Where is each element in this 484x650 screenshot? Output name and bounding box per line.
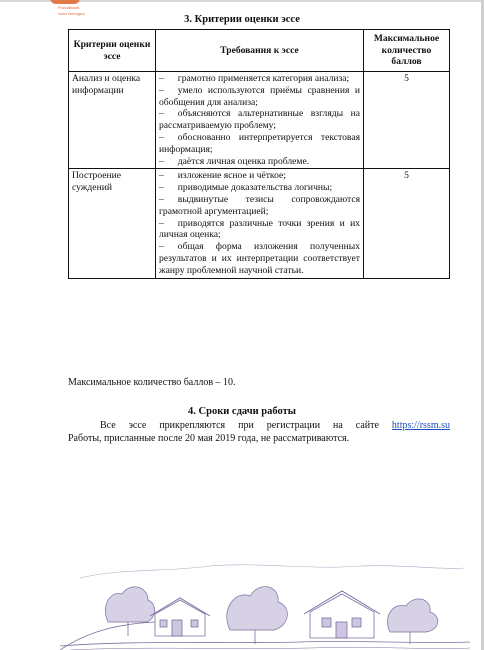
header-criteria: Критерии оценки эссе — [69, 30, 156, 72]
requirements-cell — [156, 72, 364, 169]
section-3-title: 3. Критерии оценки эссе — [184, 14, 300, 25]
table-row — [69, 169, 450, 278]
max-score-cell: 5 — [364, 169, 450, 278]
village-sketch-illustration — [60, 560, 470, 650]
header-max-score: Максимальное количество баллов — [364, 30, 450, 72]
section-4-title: 4. Сроки сдачи работы — [188, 406, 296, 417]
requirements-cell — [156, 169, 364, 278]
header-requirements: Требования к эссе — [156, 30, 364, 72]
logo-line-1: Российский — [58, 5, 80, 10]
criterion-text: Анализ и оценка информации — [72, 73, 141, 96]
deadline-paragraph: Работы, присланные после 20 мая 2019 года, не рассматриваются. — [68, 433, 350, 444]
requirement-item: – приводятся различные точки зрения и их личная оценка; — [159, 217, 360, 241]
criteria-table — [68, 29, 450, 279]
requirement-item: – общая форма изложения полученных результатов и их интерпретации соответствует жанру проблемной научной статьи. — [159, 241, 360, 276]
requirement-item: – грамотно применяется категория анализа; — [159, 73, 350, 84]
requirement-item: – даётся личная оценка проблеме. — [159, 155, 310, 167]
requirement-item: – приводимые доказательства логичны; — [159, 182, 333, 194]
max-score-cell: 5 — [364, 72, 450, 169]
registration-link[interactable]: https://rssm.su — [391, 420, 450, 431]
requirement-item: – выдвинутые тезисы сопровождаются грамотной аргументацией; — [159, 193, 360, 217]
requirement-item: – умело используются приёмы сравнения и обобщения для анализа; — [159, 84, 360, 108]
criterion-cell — [69, 72, 156, 169]
logo-mark-icon — [50, 0, 80, 4]
requirement-item: – изложение ясное и чёткое; — [159, 170, 286, 182]
criterion-cell — [69, 169, 156, 278]
table-row — [69, 72, 450, 169]
submission-paragraph — [68, 420, 450, 431]
requirement-item: – обоснованно интерпретируется текстовая информация; — [159, 131, 360, 155]
requirement-item: – объясняются альтернативные взгляды на рассматриваемую проблему; — [159, 108, 360, 132]
max-score-note: Максимальное количество баллов – 10. — [68, 377, 236, 388]
submission-text: Все эссе прикрепляются при регистрации на сайте — [100, 420, 392, 431]
logo-line-2: союз молодых — [58, 11, 85, 16]
criterion-text: Построение суждений — [72, 170, 122, 194]
table-header-row — [69, 30, 450, 72]
